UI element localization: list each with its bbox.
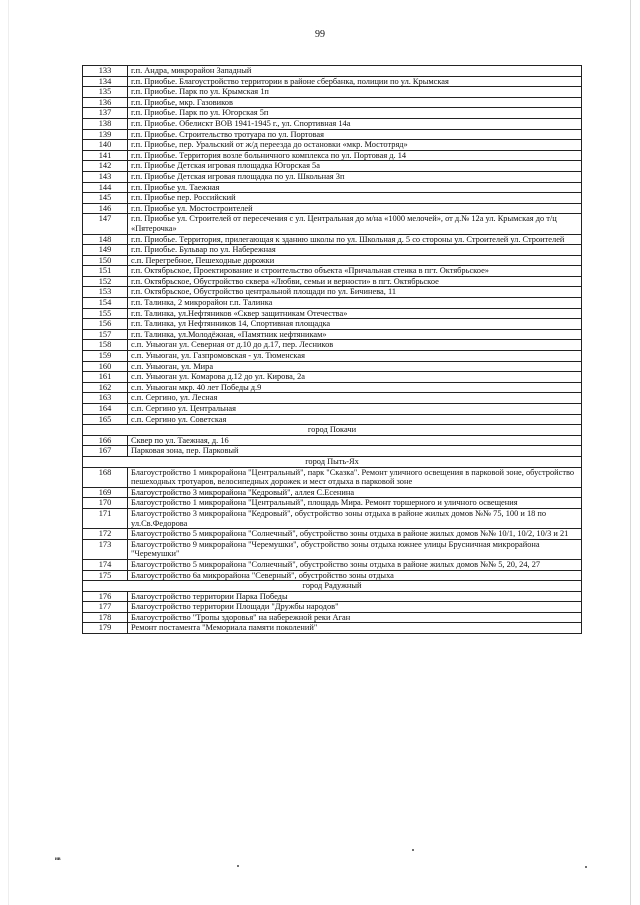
object-description: г.п. Андра, микрорайон Западный bbox=[128, 66, 582, 77]
object-description: г.п. Октябрьское, Обустройство сквера «Любви, семьи и верности» в пгт. Октябрьское bbox=[128, 276, 582, 287]
row-number: 170 bbox=[83, 498, 128, 509]
row-number: 140 bbox=[83, 140, 128, 151]
object-description: Благоустройство 6а микрорайона "Северный", обустройство зоны отдыха bbox=[128, 570, 582, 581]
section-header-row bbox=[83, 581, 582, 592]
table-row bbox=[83, 539, 582, 559]
table-row bbox=[83, 498, 582, 509]
table-row bbox=[83, 393, 582, 404]
row-number: 178 bbox=[83, 612, 128, 623]
table-row bbox=[83, 602, 582, 613]
object-description: г.п. Приобье. Бульвар по ул. Набережная bbox=[128, 245, 582, 256]
object-description: г.п. Октябрьское, Обустройство центральной площади по ул. Бичинева, 11 bbox=[128, 287, 582, 298]
table-row bbox=[83, 245, 582, 256]
row-number: 160 bbox=[83, 361, 128, 372]
object-description: Благоустройство 5 микрорайона "Солнечный", обустройство зоны отдыха в районе жилых домов №№ 5, 20, 24, 27 bbox=[128, 559, 582, 570]
row-number: 133 bbox=[83, 66, 128, 77]
object-description: Благоустройство территории Площади "Дружбы народов" bbox=[128, 602, 582, 613]
row-number: 134 bbox=[83, 76, 128, 87]
table-row bbox=[83, 171, 582, 182]
row-number: 179 bbox=[83, 623, 128, 634]
object-description: г.п. Приобье ул. Мостостроителей bbox=[128, 203, 582, 214]
table-row bbox=[83, 529, 582, 540]
row-number: 161 bbox=[83, 372, 128, 383]
object-description: Сквер по ул. Таежная, д. 16 bbox=[128, 435, 582, 446]
object-description: г.п. Приобье Детская игровая площадка по ул. Школьная 3п bbox=[128, 171, 582, 182]
row-number: 143 bbox=[83, 171, 128, 182]
row-number: 150 bbox=[83, 255, 128, 266]
row-number: 154 bbox=[83, 298, 128, 309]
row-number: 176 bbox=[83, 591, 128, 602]
object-description: г.п. Талинка, ул.Молодёжная, «Памятник нефтяникам» bbox=[128, 329, 582, 340]
table-row bbox=[83, 87, 582, 98]
object-description: г.п. Приобье. Строительство тротуара по ул. Портовая bbox=[128, 129, 582, 140]
row-number: 157 bbox=[83, 329, 128, 340]
table-row bbox=[83, 118, 582, 129]
row-number: 175 bbox=[83, 570, 128, 581]
table-body bbox=[83, 66, 582, 634]
row-number: 164 bbox=[83, 404, 128, 415]
object-description: с.п. Сергино, ул. Лесная bbox=[128, 393, 582, 404]
row-number: 159 bbox=[83, 351, 128, 362]
table-row bbox=[83, 591, 582, 602]
table-row bbox=[83, 361, 582, 372]
table-row bbox=[83, 329, 582, 340]
table-row bbox=[83, 319, 582, 330]
row-number: 167 bbox=[83, 446, 128, 457]
table-row bbox=[83, 340, 582, 351]
object-description: с.п. Сергино ул. Советская bbox=[128, 414, 582, 425]
table-row bbox=[83, 214, 582, 234]
object-description: г.п. Приобье, пер. Уральский от ж/д переезда до остановки «мкр. Мостотряд» bbox=[128, 140, 582, 151]
footer-mark: нв bbox=[55, 857, 61, 862]
row-number: 156 bbox=[83, 319, 128, 330]
object-description: с.п. Уньюган мкр. 40 лет Победы д.9 bbox=[128, 382, 582, 393]
object-description: г.п. Приобье. Территория возле больничного комплекса по ул. Портовая д. 14 bbox=[128, 150, 582, 161]
section-header-row bbox=[83, 456, 582, 467]
row-number: 149 bbox=[83, 245, 128, 256]
object-description: г.п. Приобье Детская игровая площадка Югорская 5а bbox=[128, 161, 582, 172]
row-number: 166 bbox=[83, 435, 128, 446]
section-title: город Покачи bbox=[83, 425, 582, 436]
table-row bbox=[83, 161, 582, 172]
object-description: с.п. Уньюган, ул. Мира bbox=[128, 361, 582, 372]
table-row bbox=[83, 150, 582, 161]
row-number: 168 bbox=[83, 467, 128, 487]
table-row bbox=[83, 140, 582, 151]
row-number: 145 bbox=[83, 193, 128, 204]
object-description: Благоустройство 1 микрорайона "Центральный", площадь Мира. Ремонт торшерного и уличного освещения bbox=[128, 498, 582, 509]
object-description: Ремонт постамента "Мемориала памяти поколений" bbox=[128, 623, 582, 634]
object-description: Парковая зона, пер. Парковый bbox=[128, 446, 582, 457]
table-row bbox=[83, 182, 582, 193]
row-number: 152 bbox=[83, 276, 128, 287]
table-row bbox=[83, 435, 582, 446]
table-row bbox=[83, 559, 582, 570]
row-number: 165 bbox=[83, 414, 128, 425]
object-description: г.п. Приобье ул. Строителей от пересечения с ул. Центральная до м/на «1000 мелочей», от д.№ 12а ул. Крымская до т/ц «Пятерочка» bbox=[128, 214, 582, 234]
table-row bbox=[83, 129, 582, 140]
row-number: 139 bbox=[83, 129, 128, 140]
object-description: Благоустройство 3 микрорайона "Кедровый", обустройство зоны отдыха в районе жилых домов №№ 75, 100 и 18 по ул.Св.Федорова bbox=[128, 508, 582, 528]
row-number: 137 bbox=[83, 108, 128, 119]
object-description: Благоустройство 9 микрорайона "Черемушки", обустройство зоны отдыха южнее улицы Брусничная микрорайона "Черемушки" bbox=[128, 539, 582, 559]
table-row bbox=[83, 193, 582, 204]
object-description: г.п. Приобье. Парк по ул. Крымская 1п bbox=[128, 87, 582, 98]
table-row bbox=[83, 372, 582, 383]
object-description: Благоустройство "Тропы здоровья" на набережной реки Аган bbox=[128, 612, 582, 623]
row-number: 148 bbox=[83, 234, 128, 245]
object-description: г.п. Приобье. Обелискт ВОВ 1941-1945 г., ул. Спортивная 14а bbox=[128, 118, 582, 129]
row-number: 173 bbox=[83, 539, 128, 559]
row-number: 158 bbox=[83, 340, 128, 351]
object-description: Благоустройство 3 микрорайона "Кедровый", аллея С.Есенина bbox=[128, 487, 582, 498]
table-row bbox=[83, 308, 582, 319]
table-row bbox=[83, 467, 582, 487]
table-row bbox=[83, 612, 582, 623]
row-number: 153 bbox=[83, 287, 128, 298]
table-row bbox=[83, 108, 582, 119]
object-description: г.п. Приобье пер. Российский bbox=[128, 193, 582, 204]
table-row bbox=[83, 508, 582, 528]
page-number: 99 bbox=[315, 29, 325, 40]
scan-speck bbox=[585, 866, 587, 868]
object-description: г.п. Приобье. Благоустройство территории в районе сбербанка, полиции по ул. Крымская bbox=[128, 76, 582, 87]
row-number: 163 bbox=[83, 393, 128, 404]
table-row bbox=[83, 97, 582, 108]
row-number: 146 bbox=[83, 203, 128, 214]
row-number: 138 bbox=[83, 118, 128, 129]
table-row bbox=[83, 234, 582, 245]
object-description: г.п. Талинка, ул Нефтянников 14, Спортивная площадка bbox=[128, 319, 582, 330]
table-row bbox=[83, 298, 582, 309]
section-title: город Радужный bbox=[83, 581, 582, 592]
row-number: 141 bbox=[83, 150, 128, 161]
object-description: г.п. Октябрьское, Проектирование и строительство объекта «Причальная стенка в пгт. Октябрьское» bbox=[128, 266, 582, 277]
table-row bbox=[83, 570, 582, 581]
object-description: г.п. Приобье, мкр. Газовиков bbox=[128, 97, 582, 108]
row-number: 162 bbox=[83, 382, 128, 393]
row-number: 151 bbox=[83, 266, 128, 277]
object-description: г.п. Талинка, 2 микрорайон г.п. Талинка bbox=[128, 298, 582, 309]
table-row bbox=[83, 66, 582, 77]
table-row bbox=[83, 276, 582, 287]
section-header-row bbox=[83, 425, 582, 436]
object-description: с.п. Уньюган ул. Северная от д.10 до д.17, пер. Лесников bbox=[128, 340, 582, 351]
object-description: Благоустройство 5 микрорайона "Солнечный", обустройство зоны отдыха в районе жилых домов №№ 10/1, 10/2, 10/3 и 21 bbox=[128, 529, 582, 540]
row-number: 136 bbox=[83, 97, 128, 108]
object-description: с.п. Сергино ул. Центральная bbox=[128, 404, 582, 415]
table-row bbox=[83, 623, 582, 634]
row-number: 155 bbox=[83, 308, 128, 319]
row-number: 177 bbox=[83, 602, 128, 613]
table-row bbox=[83, 414, 582, 425]
object-description: с.п. Уньюган ул. Комарова д.12 до ул. Кирова, 2а bbox=[128, 372, 582, 383]
table-row bbox=[83, 203, 582, 214]
object-description: г.п. Приобье. Территория, прилегающая к зданию школы по ул. Школьная д. 5 со стороны ул. Строителей ул. Строителей bbox=[128, 234, 582, 245]
row-number: 171 bbox=[83, 508, 128, 528]
row-number: 144 bbox=[83, 182, 128, 193]
row-number: 169 bbox=[83, 487, 128, 498]
section-title: город Пыть-Ях bbox=[83, 456, 582, 467]
table-row bbox=[83, 446, 582, 457]
table-row bbox=[83, 404, 582, 415]
table-row bbox=[83, 487, 582, 498]
object-description: Благоустройство территории Парка Победы bbox=[128, 591, 582, 602]
scan-edge-left bbox=[8, 0, 9, 905]
scan-speck bbox=[412, 849, 414, 851]
table-row bbox=[83, 351, 582, 362]
object-description: с.п. Уньюган, ул. Газпромовская - ул. Тюменская bbox=[128, 351, 582, 362]
improvement-objects-table bbox=[82, 65, 582, 634]
table-row bbox=[83, 382, 582, 393]
row-number: 142 bbox=[83, 161, 128, 172]
row-number: 172 bbox=[83, 529, 128, 540]
row-number: 135 bbox=[83, 87, 128, 98]
object-description: Благоустройство 1 микрорайона "Центральный", парк "Сказка". Ремонт уличного освещения в парковой зоне, обустройство пешеходных тротуаров, велосипедных дорожек и мест отдыха в парковой зоне bbox=[128, 467, 582, 487]
object-description: г.п. Талинка, ул.Нефтяников «Сквер защитникам Отечества» bbox=[128, 308, 582, 319]
object-description: г.п. Приобье. Парк по ул. Югорская 5п bbox=[128, 108, 582, 119]
scan-edge-right bbox=[630, 0, 631, 905]
row-number: 174 bbox=[83, 559, 128, 570]
object-description: г.п. Приобье ул. Таежная bbox=[128, 182, 582, 193]
scan-speck bbox=[237, 865, 239, 867]
object-description: с.п. Перегребное, Пешеходные дорожки bbox=[128, 255, 582, 266]
table-row bbox=[83, 255, 582, 266]
table-row bbox=[83, 287, 582, 298]
table-row bbox=[83, 76, 582, 87]
row-number: 147 bbox=[83, 214, 128, 234]
table-row bbox=[83, 266, 582, 277]
